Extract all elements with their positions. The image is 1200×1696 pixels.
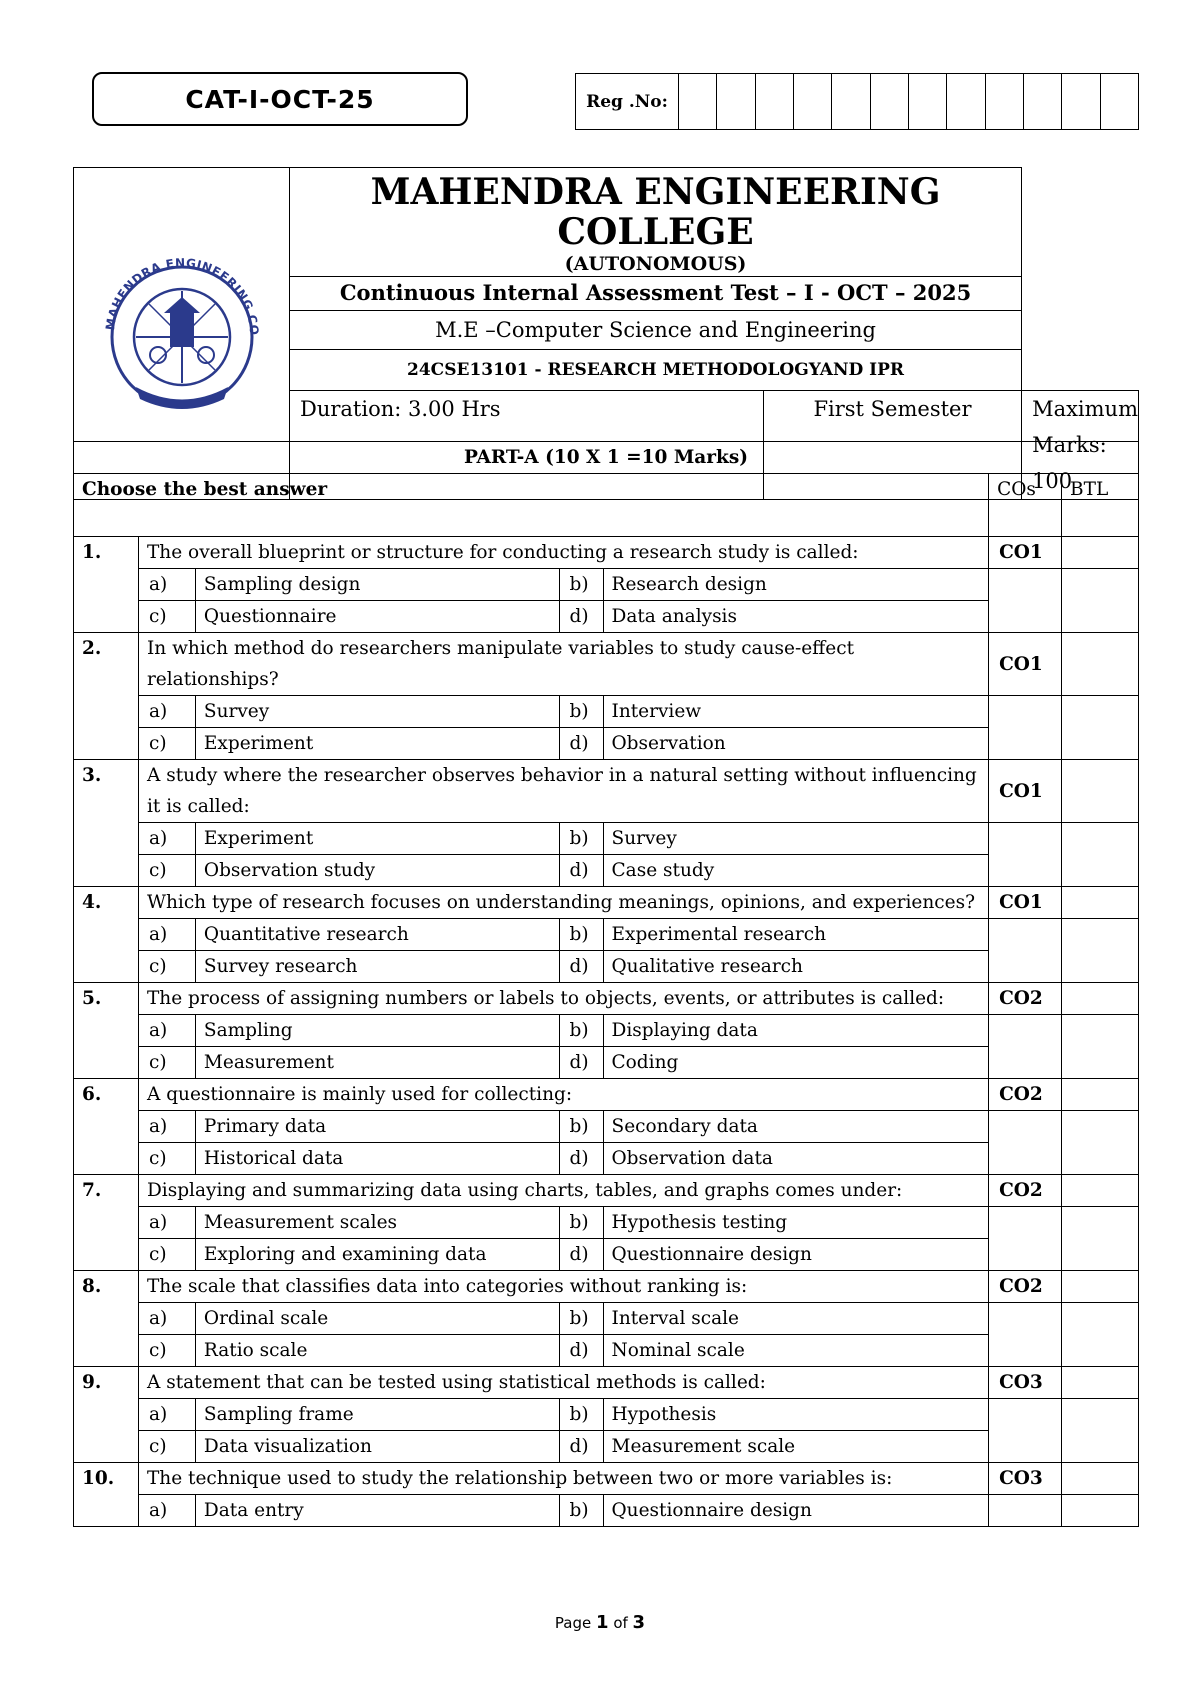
college-name: MAHENDRA ENGINEERING COLLEGE: [370, 171, 941, 253]
btl-column-header: BTL: [1062, 474, 1139, 537]
option-text: Exploring and examining data: [195, 1239, 559, 1271]
option-letter: b): [559, 1207, 603, 1239]
page-current: 1: [596, 1612, 609, 1633]
option-text: Historical data: [195, 1143, 559, 1175]
question-number: 9.: [74, 1367, 139, 1463]
question-number: 4.: [74, 887, 139, 983]
option-letter: a): [138, 1495, 195, 1527]
option-row: [74, 601, 1139, 633]
question-co: CO1: [989, 887, 1062, 919]
question-row: [74, 1463, 1139, 1495]
option-letter: c): [138, 1047, 195, 1079]
option-text: Experimental research: [603, 919, 989, 951]
option-row: [74, 1239, 1139, 1271]
option-text: Experiment: [195, 823, 559, 855]
question-text: The overall blueprint or structure for conducting a research study is called:: [138, 537, 988, 569]
btl-blank-cell: [1062, 823, 1139, 887]
option-row: [74, 1335, 1139, 1367]
co-blank-cell: [989, 696, 1062, 760]
option-row: [74, 1111, 1139, 1143]
option-text: Quantitative research: [195, 919, 559, 951]
question-co: CO2: [989, 1175, 1062, 1207]
option-letter: d): [559, 601, 603, 633]
question-row: [74, 1175, 1139, 1207]
question-btl: [1062, 760, 1139, 823]
reg-digit-cell: [947, 74, 985, 129]
option-letter: a): [138, 1303, 195, 1335]
question-row: [74, 887, 1139, 919]
btl-blank-cell: [1062, 696, 1139, 760]
reg-digit-cell: [986, 74, 1024, 129]
cos-column-header: COs: [989, 474, 1062, 537]
co-blank-cell: [989, 1207, 1062, 1271]
question-row: [74, 537, 1139, 569]
question-co: CO1: [989, 633, 1062, 696]
question-text: The scale that classifies data into categories without ranking is:: [138, 1271, 988, 1303]
option-row: [74, 919, 1139, 951]
option-row: [74, 1303, 1139, 1335]
option-letter: a): [138, 569, 195, 601]
question-text: Which type of research focuses on understanding meanings, opinions, and experiences?: [138, 887, 988, 919]
option-text: Measurement scales: [195, 1207, 559, 1239]
co-blank-cell: [989, 569, 1062, 633]
option-letter: c): [138, 1143, 195, 1175]
option-letter: a): [138, 1207, 195, 1239]
question-number: 10.: [74, 1463, 139, 1527]
option-text: Survey: [603, 823, 989, 855]
option-letter: d): [559, 855, 603, 887]
option-text: Displaying data: [603, 1015, 989, 1047]
option-letter: d): [559, 1335, 603, 1367]
option-text: Observation: [603, 728, 989, 760]
question-text: The technique used to study the relationship between two or more variables is:: [138, 1463, 988, 1495]
option-text: Measurement scale: [603, 1431, 989, 1463]
exam-code-box: [92, 72, 468, 126]
question-row: [74, 1079, 1139, 1111]
option-text: Qualitative research: [603, 951, 989, 983]
option-letter: b): [559, 569, 603, 601]
question-number: 1.: [74, 537, 139, 633]
option-text: Secondary data: [603, 1111, 989, 1143]
exam-duration: Duration: 3.00 Hrs: [290, 391, 764, 500]
programme-name: M.E –Computer Science and Engineering: [290, 311, 1022, 350]
question-text: A statement that can be tested using statistical methods is called:: [138, 1367, 988, 1399]
option-row: [74, 1143, 1139, 1175]
question-row: [74, 983, 1139, 1015]
question-text: The process of assigning numbers or labels to objects, events, or attributes is called:: [138, 983, 988, 1015]
option-letter: b): [559, 1015, 603, 1047]
option-letter: d): [559, 1143, 603, 1175]
option-text: Questionnaire: [195, 601, 559, 633]
option-row: [74, 1399, 1139, 1431]
question-co: CO2: [989, 1079, 1062, 1111]
reg-digit-cell: [794, 74, 832, 129]
option-row: [74, 1047, 1139, 1079]
option-text: Data analysis: [603, 601, 989, 633]
option-text: Sampling frame: [195, 1399, 559, 1431]
option-row: [74, 823, 1139, 855]
option-row: [74, 951, 1139, 983]
question-co: CO1: [989, 760, 1062, 823]
course-title: 24CSE13101 - RESEARCH METHODOLOGYAND IPR: [290, 350, 1022, 391]
option-text: Experiment: [195, 728, 559, 760]
college-logo: [92, 247, 272, 417]
option-letter: b): [559, 1399, 603, 1431]
option-letter: d): [559, 951, 603, 983]
option-letter: b): [559, 823, 603, 855]
question-btl: [1062, 887, 1139, 919]
option-row: [74, 1207, 1139, 1239]
option-text: Data entry: [195, 1495, 559, 1527]
question-number: 2.: [74, 633, 139, 760]
question-co: CO2: [989, 983, 1062, 1015]
option-letter: b): [559, 696, 603, 728]
svg-text:MAHENDRA ENGINEERING COLLEGE: MAHENDRA ENGINEERING CO: [102, 255, 261, 336]
register-number-box: [575, 73, 1139, 130]
option-text: Sampling: [195, 1015, 559, 1047]
question-btl: [1062, 983, 1139, 1015]
option-text: Survey: [195, 696, 559, 728]
question-text: In which method do researchers manipulate variables to study cause-effect relationships?: [138, 633, 988, 696]
question-text: A study where the researcher observes behavior in a natural setting without influencing it is called:: [138, 760, 988, 823]
option-letter: c): [138, 601, 195, 633]
question-btl: [1062, 1271, 1139, 1303]
page-separator: of: [608, 1614, 633, 1632]
option-letter: d): [559, 1239, 603, 1271]
question-row: [74, 760, 1139, 823]
question-row: [74, 1367, 1139, 1399]
option-row: [74, 1015, 1139, 1047]
page-number: [0, 1612, 1200, 1633]
question-co: CO2: [989, 1271, 1062, 1303]
co-blank-cell: [989, 919, 1062, 983]
option-text: Observation data: [603, 1143, 989, 1175]
question-text: Displaying and summarizing data using charts, tables, and graphs comes under:: [138, 1175, 988, 1207]
co-blank-cell: [989, 1015, 1062, 1079]
question-text: A questionnaire is mainly used for collecting:: [138, 1079, 988, 1111]
co-blank-cell: [989, 1303, 1062, 1367]
question-number: 7.: [74, 1175, 139, 1271]
btl-blank-cell: [1062, 1399, 1139, 1463]
option-text: Interview: [603, 696, 989, 728]
option-letter: c): [138, 855, 195, 887]
option-letter: b): [559, 1111, 603, 1143]
part-a-title: PART-A (10 X 1 =10 Marks): [74, 442, 1139, 474]
exam-code: CAT-I-OCT-25: [185, 84, 375, 114]
option-letter: c): [138, 728, 195, 760]
test-title: Continuous Internal Assessment Test – I - OCT – 2025: [290, 277, 1022, 311]
option-letter: d): [559, 728, 603, 760]
option-row: [74, 728, 1139, 760]
btl-blank-cell: [1062, 1303, 1139, 1367]
btl-blank-cell: [1062, 1207, 1139, 1271]
question-btl: [1062, 1175, 1139, 1207]
option-letter: b): [559, 1495, 603, 1527]
option-row: [74, 1431, 1139, 1463]
option-text: Coding: [603, 1047, 989, 1079]
co-blank-cell: [989, 1495, 1062, 1527]
question-row: [74, 1271, 1139, 1303]
co-blank-cell: [989, 1399, 1062, 1463]
co-blank-cell: [989, 823, 1062, 887]
option-letter: c): [138, 951, 195, 983]
reg-digit-cell: [871, 74, 909, 129]
reg-digit-cell: [1062, 74, 1100, 129]
option-letter: a): [138, 823, 195, 855]
co-blank-cell: [989, 1111, 1062, 1175]
maximum-marks: Maximum Marks: 100: [1022, 391, 1139, 500]
option-text: Questionnaire design: [603, 1239, 989, 1271]
reg-digit-cell: [909, 74, 947, 129]
part-a-table: [73, 441, 1139, 1527]
question-number: 5.: [74, 983, 139, 1079]
question-btl: [1062, 633, 1139, 696]
question-number: 8.: [74, 1271, 139, 1367]
college-status: (AUTONOMOUS): [564, 253, 747, 275]
option-letter: a): [138, 1015, 195, 1047]
question-btl: [1062, 537, 1139, 569]
btl-blank-cell: [1062, 919, 1139, 983]
option-text: Ordinal scale: [195, 1303, 559, 1335]
option-row: [74, 569, 1139, 601]
question-row: [74, 633, 1139, 696]
question-co: CO3: [989, 1463, 1062, 1495]
question-btl: [1062, 1367, 1139, 1399]
question-btl: [1062, 1079, 1139, 1111]
reg-digit-cell: [756, 74, 794, 129]
option-letter: c): [138, 1239, 195, 1271]
page-total: 3: [632, 1612, 646, 1633]
option-letter: a): [138, 919, 195, 951]
btl-blank-cell: [1062, 1495, 1139, 1527]
option-letter: b): [559, 919, 603, 951]
semester: First Semester: [763, 391, 1021, 500]
option-text: Ratio scale: [195, 1335, 559, 1367]
question-btl: [1062, 1463, 1139, 1495]
btl-blank-cell: [1062, 1111, 1139, 1175]
register-number-label: Reg .No:: [576, 74, 679, 129]
option-letter: c): [138, 1431, 195, 1463]
btl-blank-cell: [1062, 1015, 1139, 1079]
option-text: Data visualization: [195, 1431, 559, 1463]
reg-digit-cell: [1101, 74, 1138, 129]
reg-digit-cell: [679, 74, 717, 129]
option-row: [74, 696, 1139, 728]
option-text: Questionnaire design: [603, 1495, 989, 1527]
option-text: Survey research: [195, 951, 559, 983]
option-text: Case study: [603, 855, 989, 887]
option-text: Measurement: [195, 1047, 559, 1079]
question-number: 3.: [74, 760, 139, 887]
option-text: Hypothesis testing: [603, 1207, 989, 1239]
option-letter: a): [138, 1111, 195, 1143]
option-text: Observation study: [195, 855, 559, 887]
option-text: Nominal scale: [603, 1335, 989, 1367]
reg-digit-cell: [717, 74, 755, 129]
option-row: [74, 1495, 1139, 1527]
option-text: Hypothesis: [603, 1399, 989, 1431]
reg-digit-cell: [1024, 74, 1062, 129]
reg-digit-cell: [832, 74, 870, 129]
option-letter: c): [138, 1335, 195, 1367]
option-letter: a): [138, 1399, 195, 1431]
question-co: CO3: [989, 1367, 1062, 1399]
option-row: [74, 855, 1139, 887]
page-prefix: Page: [554, 1614, 597, 1632]
option-letter: a): [138, 696, 195, 728]
option-text: Sampling design: [195, 569, 559, 601]
option-text: Research design: [603, 569, 989, 601]
btl-blank-cell: [1062, 569, 1139, 633]
question-co: CO1: [989, 537, 1062, 569]
part-a-instruction: Choose the best answer: [74, 474, 989, 537]
option-text: Primary data: [195, 1111, 559, 1143]
option-letter: b): [559, 1303, 603, 1335]
option-letter: d): [559, 1047, 603, 1079]
question-number: 6.: [74, 1079, 139, 1175]
option-text: Interval scale: [603, 1303, 989, 1335]
option-letter: d): [559, 1431, 603, 1463]
college-name-cell: [290, 168, 1022, 277]
